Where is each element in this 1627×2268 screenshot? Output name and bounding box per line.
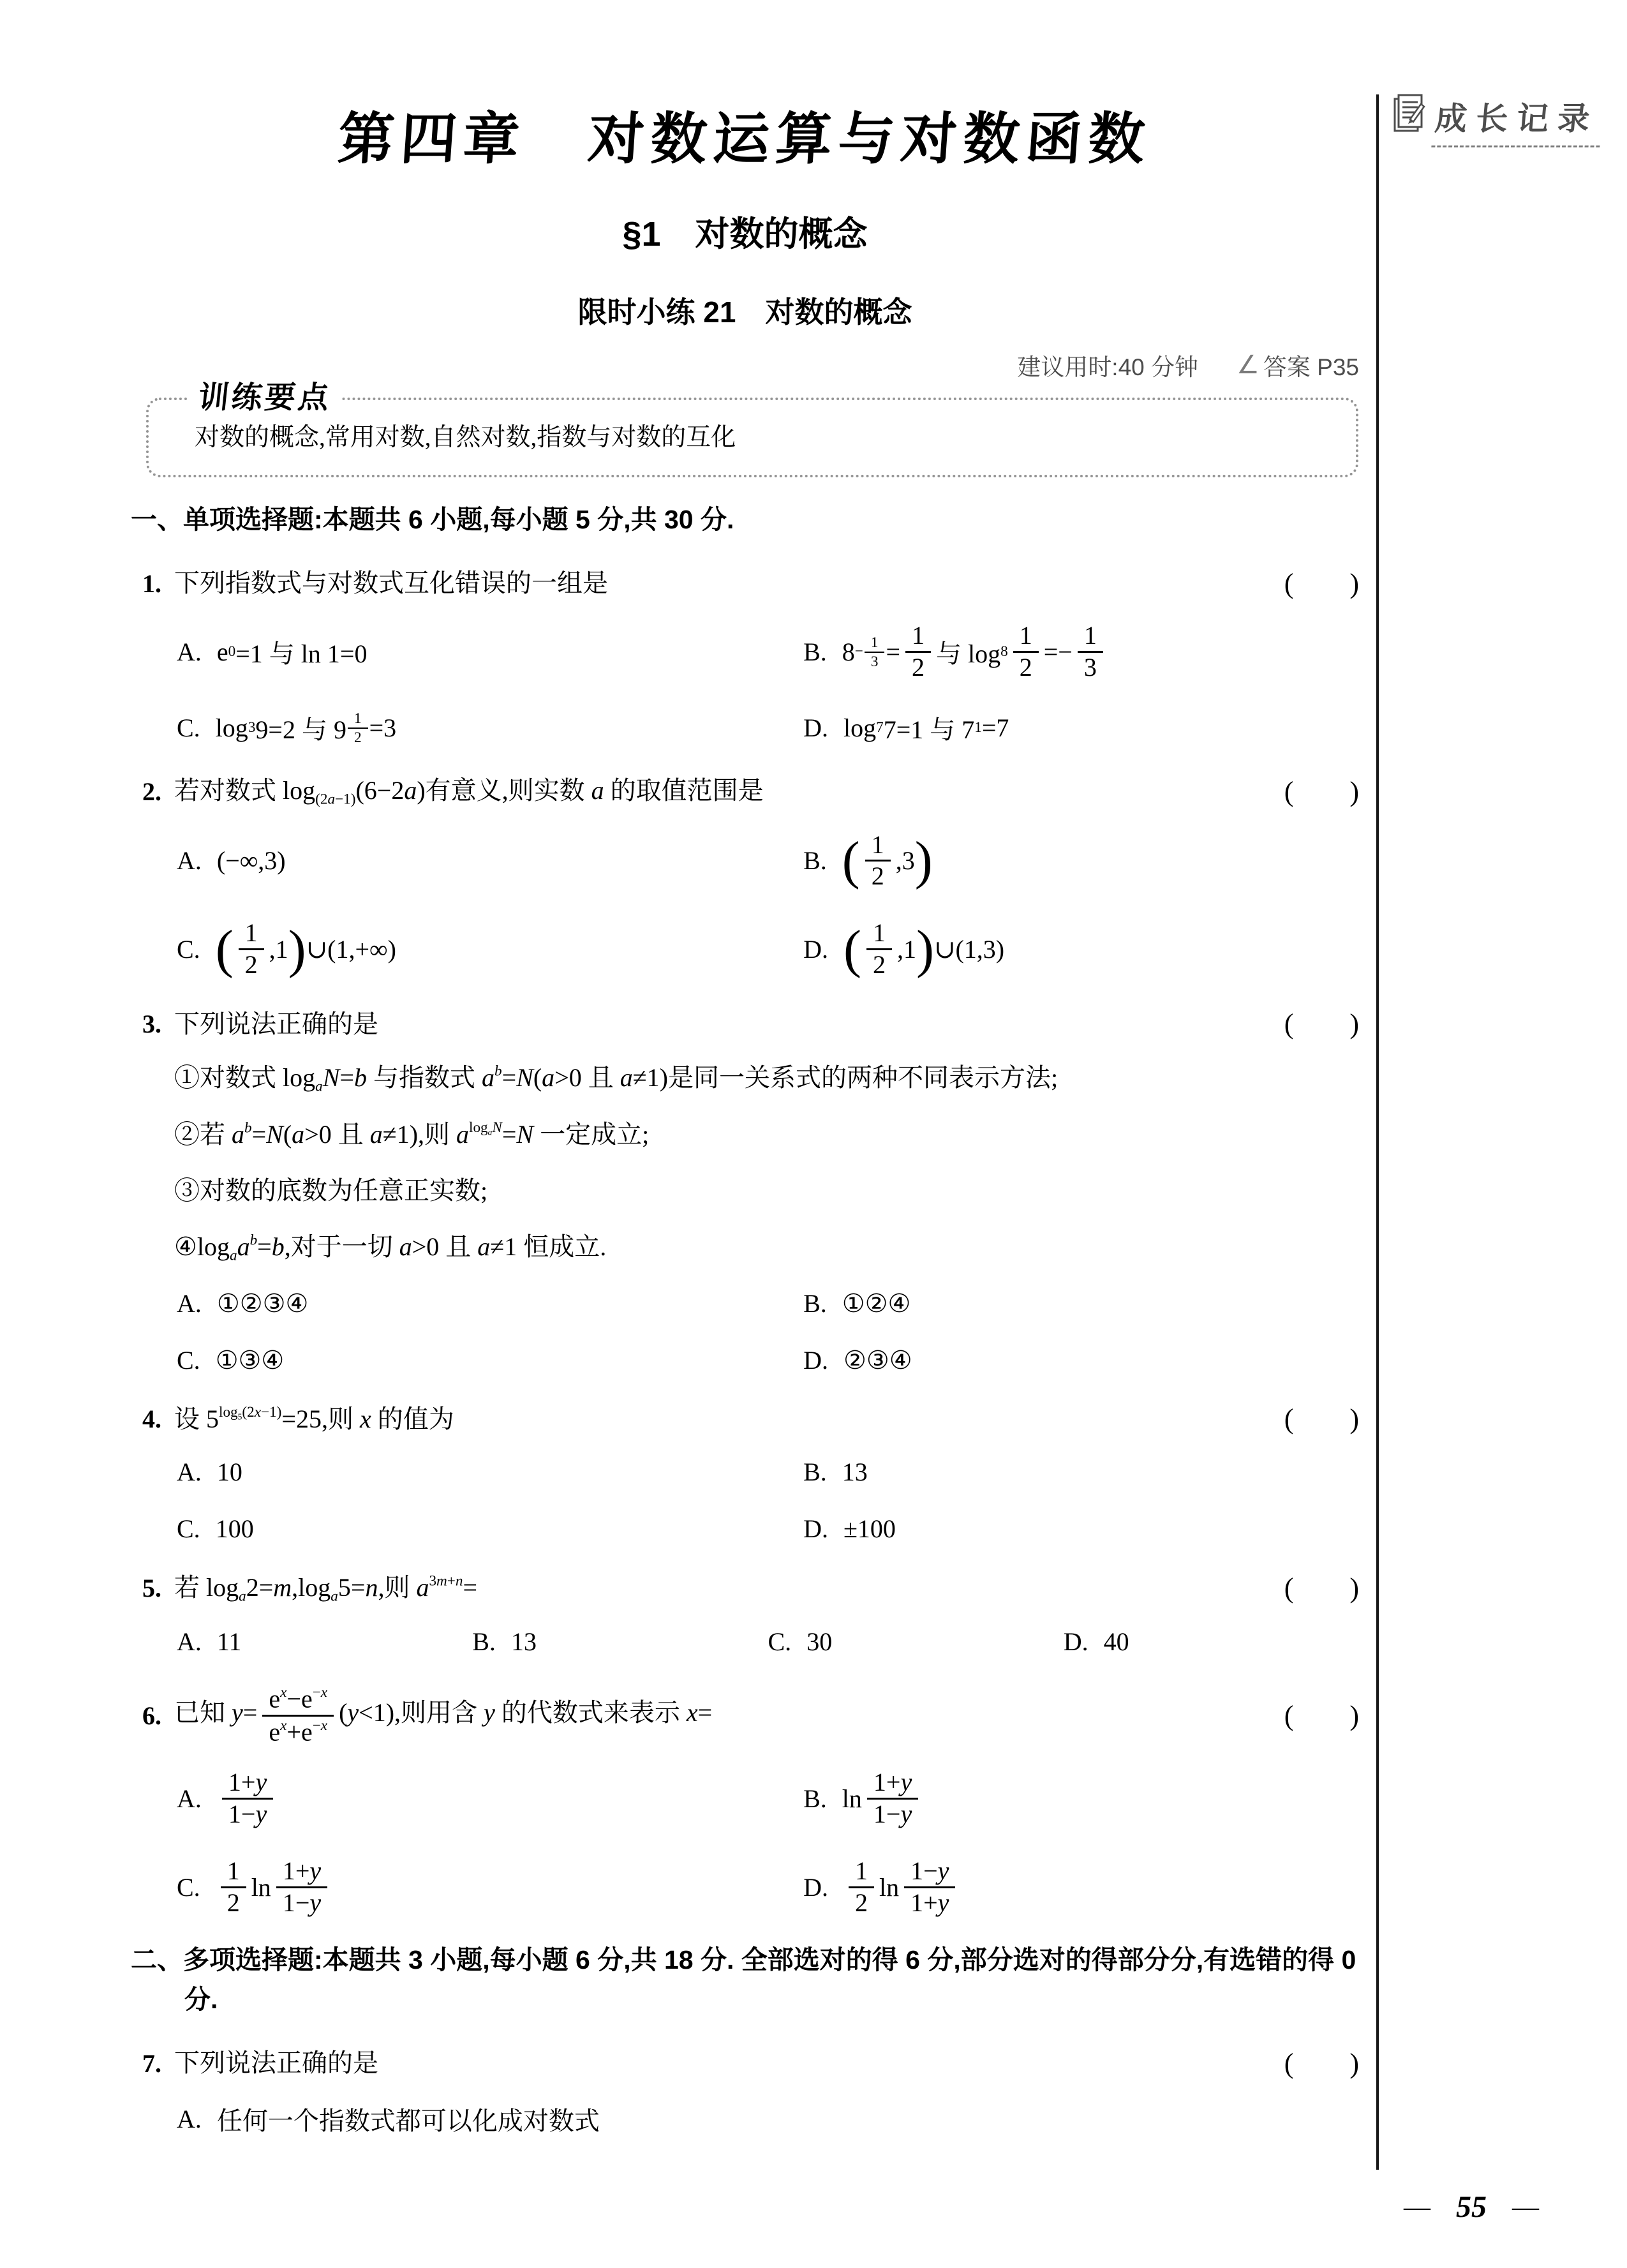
option-C bbox=[177, 710, 803, 747]
option-body: 8 − $\frac{1}{3}$ = $\frac{1}{2}$ 与 log 8 $\frac{1}{2}$ =− $\frac{1}{3}$ bbox=[842, 621, 1108, 683]
option-body: ln $\frac{1+y}{1-y}$ bbox=[842, 1768, 923, 1830]
option-label: A. bbox=[177, 1784, 202, 1814]
answer-bracket: ( ) bbox=[1284, 1699, 1359, 1731]
statement-item-4: $④\log_aa^b=b$,对于一切 a>0 且 a≠1 恒成立. bbox=[174, 1232, 607, 1264]
question-number: 4. bbox=[142, 1405, 161, 1434]
question-number: 2. bbox=[142, 777, 161, 806]
option-label: A. bbox=[177, 1288, 202, 1318]
question-number: 1. bbox=[142, 569, 161, 598]
question-2 bbox=[131, 773, 1359, 980]
option-label: B. bbox=[803, 638, 827, 667]
option-A bbox=[177, 830, 803, 892]
option-C bbox=[768, 1627, 1064, 1657]
option-label: D. bbox=[803, 1872, 828, 1902]
option-label: C. bbox=[177, 1345, 200, 1375]
answer-reference bbox=[1237, 348, 1359, 382]
option-B bbox=[803, 621, 1359, 683]
question-stem: 下列指数式与对数式互化错误的一组是 bbox=[174, 569, 608, 598]
option-B bbox=[803, 1288, 1359, 1318]
option-label: B. bbox=[472, 1627, 496, 1657]
question-number: 7. bbox=[142, 2048, 161, 2078]
option-body: (−∞,3) bbox=[216, 846, 286, 876]
question-number: 5. bbox=[142, 1574, 161, 1603]
option-label: A. bbox=[177, 2105, 202, 2134]
answer-corner-icon: ∠ bbox=[1237, 351, 1259, 379]
option-body: ①③④ bbox=[215, 1345, 285, 1375]
option-label: B. bbox=[803, 1288, 827, 1318]
option-label: C. bbox=[177, 1872, 200, 1902]
option-D bbox=[803, 1345, 1359, 1375]
question-7 bbox=[131, 2046, 1359, 2137]
option-body: 40 bbox=[1103, 1627, 1129, 1657]
question-stem: 下列说法正确的是 bbox=[174, 1009, 378, 1038]
question-number: 6. bbox=[142, 1701, 161, 1730]
practice-title: 限时小练 21 对数的概念 bbox=[577, 295, 912, 329]
option-label: A. bbox=[177, 638, 202, 667]
option-body: ①②③④ bbox=[216, 1288, 309, 1318]
keypoints-box bbox=[146, 381, 1358, 477]
option-body: ( $\frac{1}{2}$ ,1 ) ∪(1,3) bbox=[843, 918, 1005, 979]
option-label: B. bbox=[803, 1457, 827, 1486]
option-body: $\frac{1}{2}$ ln $\frac{1-y}{1+y}$ bbox=[843, 1856, 960, 1918]
growth-record-label: 成长记录 bbox=[1431, 93, 1604, 147]
statement-item-2: ②若 $a^b=N(a>0$ 且 a≠1),则 $a^{log_aN}=N$ 一定成立; bbox=[174, 1119, 650, 1149]
option-D bbox=[803, 710, 1359, 747]
question-stem: 若对数式 $\log_{(2a-1)}(6-2a)$有意义,则实数 a 的取值范围是 bbox=[174, 775, 764, 808]
option-body: $\frac{1+y}{1-y}$ bbox=[217, 1768, 278, 1830]
option-body: 11 bbox=[216, 1627, 242, 1657]
option-A bbox=[177, 2101, 1359, 2137]
statement-item-1: ①对数式 $\log_aN=b$ 与指数式 $a^b=N(a>0$ 且 a≠1)是同一关系式的两种不同表示方法; bbox=[174, 1063, 1059, 1095]
option-label: C. bbox=[177, 713, 200, 743]
option-body: ( $\frac{1}{2}$ ,3 ) bbox=[842, 830, 933, 891]
main-content bbox=[131, 0, 1359, 2137]
meta-row bbox=[131, 348, 1359, 382]
option-A bbox=[177, 1457, 803, 1487]
option-label: A. bbox=[177, 1627, 202, 1657]
option-body: ±100 bbox=[843, 1514, 896, 1543]
notepad-pencil-icon bbox=[1393, 93, 1426, 137]
suggested-time: 建议用时:40 分钟 bbox=[1017, 354, 1199, 380]
option-C bbox=[177, 1345, 803, 1375]
option-A bbox=[177, 1768, 803, 1830]
option-label: D. bbox=[1063, 1627, 1088, 1657]
option-body: 30 bbox=[806, 1627, 833, 1657]
part2-header: 二、多项选择题:本题共 3 小题,每小题 6 分,共 18 分. 全部选对的得 6 分,部分选对的得部分分,有选错的得 0 分. bbox=[131, 1945, 1356, 2014]
option-D bbox=[803, 918, 1359, 980]
option-label: D. bbox=[803, 1345, 828, 1375]
page-footer bbox=[1404, 2190, 1539, 2225]
option-B bbox=[803, 1457, 1359, 1487]
answer-bracket: ( ) bbox=[1284, 1008, 1359, 1040]
answer-bracket: ( ) bbox=[1284, 1572, 1359, 1604]
question-6 bbox=[131, 1683, 1359, 1918]
chapter-title: 第四章 对数运算与对数函数 bbox=[336, 109, 1154, 171]
question-4 bbox=[131, 1402, 1359, 1544]
option-D bbox=[803, 1856, 1359, 1918]
option-body: ①②④ bbox=[842, 1288, 911, 1318]
option-D bbox=[803, 1514, 1359, 1544]
option-A bbox=[177, 621, 803, 683]
option-C bbox=[177, 1514, 803, 1544]
growth-record-tab bbox=[1393, 93, 1602, 147]
footer-dash-left: — bbox=[1404, 2192, 1430, 2222]
answer-reference-label: 答案 P35 bbox=[1263, 354, 1359, 380]
option-B bbox=[803, 1768, 1359, 1830]
option-body: 10 bbox=[216, 1457, 242, 1486]
option-label: B. bbox=[803, 846, 827, 876]
keypoints-body: 对数的概念,常用对数,自然对数,指数与对数的互化 bbox=[195, 424, 736, 451]
footer-dash-right: — bbox=[1512, 2192, 1539, 2222]
question-1 bbox=[131, 566, 1359, 747]
answer-bracket: ( ) bbox=[1284, 2047, 1359, 2079]
option-label: D. bbox=[803, 713, 828, 743]
question-stem: 若 $\log_a2=m,\log_a5=n$,则 $a^{3m+n}=$ bbox=[174, 1572, 478, 1604]
answer-bracket: ( ) bbox=[1284, 1403, 1359, 1435]
question-stem: 设 $5^{log_5(2x-1)}=25$,则 x 的值为 bbox=[174, 1403, 454, 1433]
page-number: 55 bbox=[1456, 2190, 1487, 2224]
answer-bracket: ( ) bbox=[1284, 567, 1359, 599]
question-number: 3. bbox=[142, 1010, 161, 1039]
option-label: C. bbox=[177, 934, 200, 964]
option-body: e 0 =1 与 ln 1=0 bbox=[216, 638, 368, 669]
option-D bbox=[1064, 1627, 1359, 1657]
option-body: 100 bbox=[215, 1514, 254, 1543]
answer-bracket: ( ) bbox=[1284, 775, 1359, 807]
option-label: A. bbox=[177, 1457, 202, 1486]
option-C bbox=[177, 918, 803, 980]
option-label: B. bbox=[803, 1784, 827, 1814]
part1-header: 一、单项选择题:本题共 6 小题,每小题 5 分,共 30 分. bbox=[131, 504, 734, 534]
keypoints-title: 训练要点 bbox=[186, 380, 343, 417]
option-A bbox=[177, 1627, 472, 1657]
option-body: $\frac{1}{2}$ ln $\frac{1+y}{1-y}$ bbox=[216, 1856, 332, 1918]
margin-divider-line bbox=[1376, 94, 1379, 2170]
option-label: A. bbox=[177, 846, 202, 876]
option-label: C. bbox=[768, 1627, 792, 1657]
question-5 bbox=[131, 1570, 1359, 1657]
option-body: ②③④ bbox=[843, 1345, 912, 1375]
option-body: 13 bbox=[842, 1457, 868, 1486]
option-body: log 3 9=2 与 9 $\frac{1}{2}$ =3 bbox=[215, 710, 397, 746]
option-body: ( $\frac{1}{2}$ ,1 ) ∪(1,+∞) bbox=[215, 918, 396, 979]
statement-item-3: ③对数的底数为任意正实数; bbox=[174, 1176, 488, 1205]
option-label: D. bbox=[803, 934, 828, 964]
option-body: log 7 7=1 与 7 1 =7 bbox=[843, 713, 1009, 745]
option-C bbox=[177, 1856, 803, 1918]
option-A bbox=[177, 1288, 803, 1318]
option-label: C. bbox=[177, 1514, 200, 1543]
option-B bbox=[803, 830, 1359, 892]
question-stem: 已知 y= $\frac{e^x-e^{-x}}{e^x+e^{-x}}$ (y<1),则用含 y 的代数式来表示 x= bbox=[174, 1684, 713, 1747]
option-label: D. bbox=[803, 1514, 828, 1543]
section-title: §1 对数的概念 bbox=[622, 215, 868, 253]
option-body: 任何一个指数式都可以化成对数式 bbox=[216, 2107, 600, 2136]
question-stem: 下列说法正确的是 bbox=[174, 2048, 378, 2078]
option-body: 13 bbox=[510, 1627, 537, 1657]
option-B bbox=[472, 1627, 768, 1657]
question-3 bbox=[131, 1007, 1359, 1375]
